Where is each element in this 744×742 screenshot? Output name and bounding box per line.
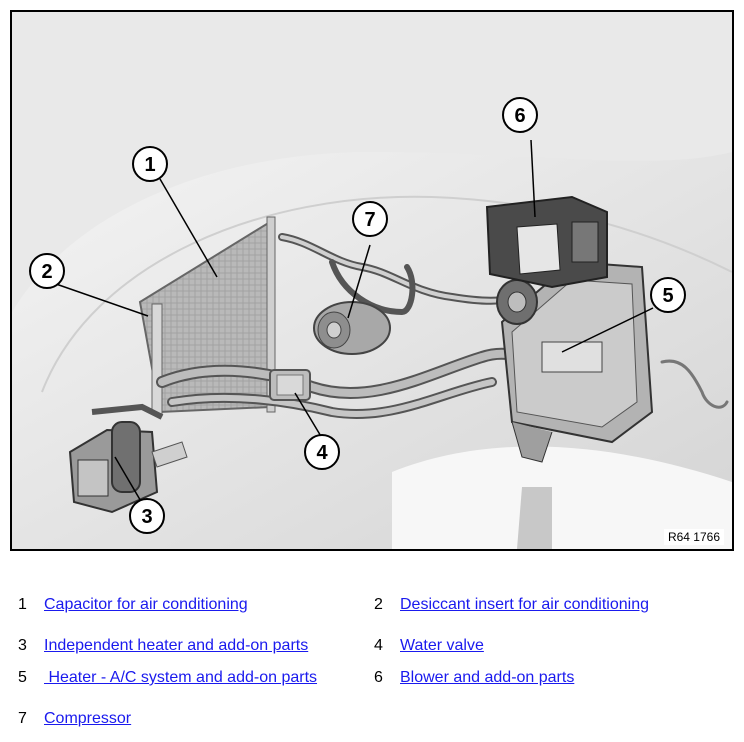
legend-item-4 [374, 637, 484, 655]
hvac-components-illustration [12, 12, 732, 549]
callout-7-label: 7 [364, 209, 376, 231]
callout-4-label: 4 [316, 442, 328, 464]
legend-link-capacitor[interactable]: Capacitor for air conditioning [44, 596, 248, 613]
legend-link-blower[interactable]: Blower and add-on parts [400, 669, 575, 686]
water-valve-part [270, 370, 310, 400]
legend-link-compressor[interactable]: Compressor [44, 710, 132, 727]
legend-number: 2 [374, 596, 383, 613]
legend-number: 7 [18, 710, 27, 727]
compressor-part [314, 302, 390, 354]
legend-item-6 [374, 669, 574, 687]
legend-number: 4 [374, 637, 383, 654]
callout-3 [130, 499, 164, 533]
legend-item-2 [374, 596, 649, 614]
legend-link-heater-ac-system[interactable]: Heater - A/C system and add-on parts [44, 669, 318, 686]
callout-6 [503, 98, 537, 132]
legend-number: 6 [374, 669, 383, 686]
callout-7 [353, 202, 387, 236]
callout-1 [133, 147, 167, 181]
legend-link-desiccant-insert[interactable]: Desiccant insert for air conditioning [400, 596, 650, 613]
legend-link-independent-heater[interactable]: Independent heater and add-on parts [44, 637, 309, 654]
legend-item-5 [18, 669, 317, 687]
callout-5-label: 5 [662, 285, 674, 307]
legend-item-1 [18, 596, 248, 614]
callout-2-label: 2 [41, 261, 53, 283]
callout-2 [30, 254, 64, 288]
callout-1-label: 1 [144, 154, 156, 176]
legend-item-7 [18, 710, 131, 728]
legend-number: 5 [18, 669, 27, 686]
figure-reference-code: R64 1766 [664, 529, 724, 545]
callout-3-label: 3 [141, 506, 153, 528]
legend-number: 3 [18, 637, 27, 654]
legend-number: 1 [18, 596, 27, 613]
legend-link-water-valve[interactable]: Water valve [400, 637, 484, 654]
blower-part [487, 197, 607, 287]
callout-5 [651, 278, 685, 312]
callout-4 [305, 435, 339, 469]
callout-6-label: 6 [514, 105, 526, 127]
diagram-figure [10, 10, 734, 551]
legend-item-3 [18, 637, 308, 655]
